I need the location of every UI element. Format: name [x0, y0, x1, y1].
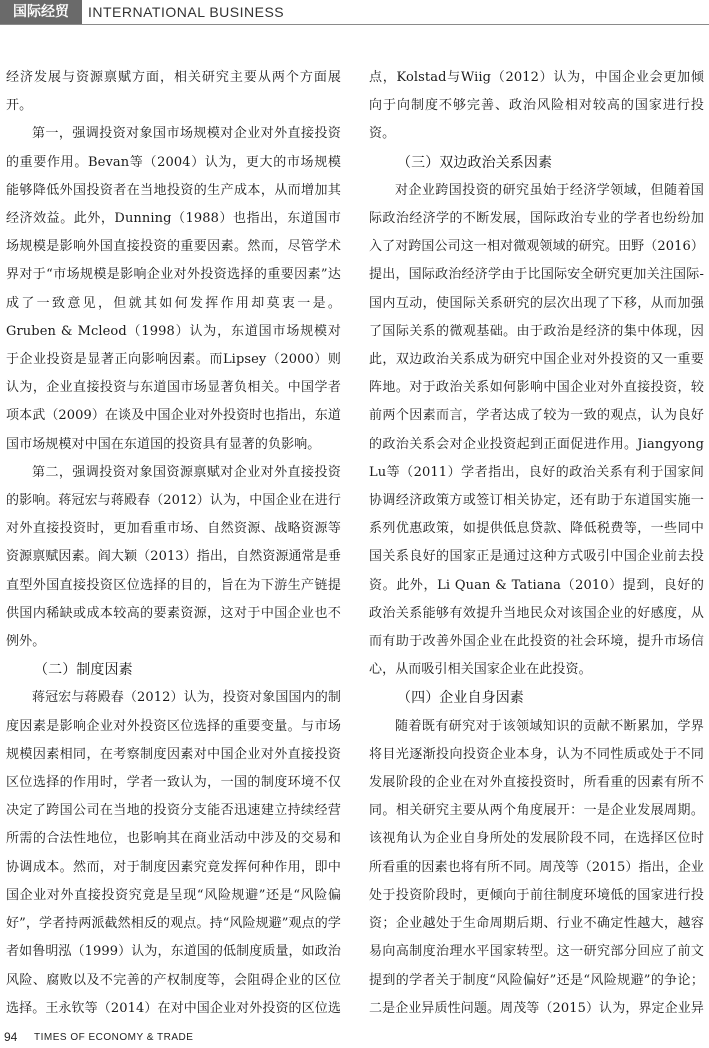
page-number: 94: [4, 1030, 18, 1044]
paragraph-bilateral: 对企业跨国投资的研究虽始于经济学领域，但随着国际政治经济学的不断发展，国际政治专业的学者也纷纷加入了对跨国公司这一相对微观领域的研究。田野（2016）提出，国际政治经济学由于比国际安全研究更加关注国际-国内互动，使国际关系研究的层次出现了下移，从而加强了国际关系的微观基础。由于政治是经济的集中体现，因此，双边政治关系成为研究中国企业对外投资的又一重要阵地。对于政治关系如何影响中国企业对外直接投资，较前两个因素而言，学者达成了较为一致的观点，认为良好的政治关系会对企业投资起到正面促进作用。Jiangyong Lu等（2011）学者指出，良好的政治关系有利于国家间协调经济政策方或签订相关协定，还有助于东道国实施一系列优惠政策，如提供低息贷款、降低税费等，一些同中国关系良好的国家正是通过这种方式吸引中国企业前去投资。此外，Li Quan & Tatiana（2010）提到，良好的政治关系能够有效提升当地民众对该国企业的好感度，从而有助于改善外国企业在此投资的社会环境，提升市场信心，从而吸引相关国家企业在此投资。: [369, 182, 704, 678]
page-header: [0, 0, 709, 24]
section-tag: 国际经贸: [0, 0, 82, 24]
paragraph-resource-endowment: 第二，强调投资对象国资源禀赋对企业对外直接投资的影响。蒋冠宏与蒋殿春（2012）认为，中国企业在进行对外直接投资时，更加看重市场、自然资源、战略资源等资源禀赋因素。阎大颖（2013）指出，自然资源通常是垂直型外国直接投资区位选择的目的，旨在为下游生产链提供国内稀缺或成本较高的要素资源，这对于中国企业也不例外。: [6, 464, 341, 650]
page-footer: [0, 1030, 709, 1048]
section-heading-bilateral: （三）双边政治关系因素: [397, 154, 553, 171]
left-column: [6, 64, 341, 1024]
header-rule: [0, 24, 709, 25]
section-title: INTERNATIONAL BUSINESS: [88, 4, 285, 20]
paragraph-market-size: 第一，强调投资对象国市场规模对企业对外直接投资的重要作用。Bevan等（2004）认为，更大的市场规模能够降低外国投资者在当地投资的生产成本，从而增加其经济效益。此外，Dunning（1988）也指出，东道国市场规模是影响外国直接投资的重要因素。然而，尽管学术界对于“市场规模是影响企业对外投资选择的重要因素”达成了一致意见，但就其如何发挥作用却莫衷一是。Gruben & Mcleod（1998）认为，东道国市场规模对于企业投资是显著正向影响因素。而Lipsey（2000）则认为，企业直接投资与东道国市场显著负相关。中国学者项本武（2009）在谈及中国企业对外投资时也指出，东道国市场规模对中国在东道国的投资具有显著的负影响。: [6, 126, 341, 452]
section-heading-firm: （四）企业自身因素: [397, 690, 524, 707]
paragraph-institutional: 蒋冠宏与蒋殿春（2012）认为，投资对象国国内的制度因素是影响企业对外投资区位选择的重要变量。与市场规模因素相同，在考察制度因素对中国企业对外直接投资区位选择的作用时，学者一致认为，一国的制度环境不仅决定了跨国公司在当地的投资分支能否迅速建立持续经营所需的合法性地位，也影响其在商业活动中涉及的交易和协调成本。然而，对于制度因素究竟发挥何种作用，即中国企业对外直接投资究竟是呈现“风险规避”还是“风险偏好”，学者持两派截然相反的观点。持“风险规避”观点的学者如鲁明泓（1999）认为，东道国的低制度质量，如政治风险、腐败以及不完善的产权制度等，会阻碍企业的区位选择。王永钦等（2014）在对中国企业对外投资的区位选: [6, 690, 341, 1016]
journal-title: TIMES OF ECONOMY & TRADE: [34, 1032, 194, 1043]
section-heading-institutional: （二）制度因素: [34, 662, 133, 679]
paragraph-firm: 随着既有研究对于该领域知识的贡献不断累加，学界将目光逐渐投向投资企业本身，认为不同性质或处于不同发展阶段的企业在对外直接投资时，所看重的因素有所不同。相关研究主要从两个角度展开：一是企业发展周期。该视角认为企业自身所处的发展阶段不同，在选择区位时所看重的因素也将有所不同。周茂等（2015）指出，企业处于投资阶段时，更倾向于前往制度环境低的国家进行投资；企业越处于生命周期后期、行业不确定性越大，越容易向高制度治理水平国家转型。这一研究部分回应了前文提到的学者关于制度“风险偏好”还是“风险规避”的争论；二是企业异质性问题。周茂等（2015）认为，界定企业异: [369, 718, 704, 1016]
paragraph-continued-right: 点，Kolstad与Wiig（2012）认为，中国企业会更加倾向于向制度不够完善、政治风险相对较高的国家进行投资。: [369, 70, 704, 142]
right-column: [369, 64, 704, 1024]
paragraph-continued: 经济发展与资源禀赋方面，相关研究主要从两个方面展开。: [6, 70, 341, 114]
